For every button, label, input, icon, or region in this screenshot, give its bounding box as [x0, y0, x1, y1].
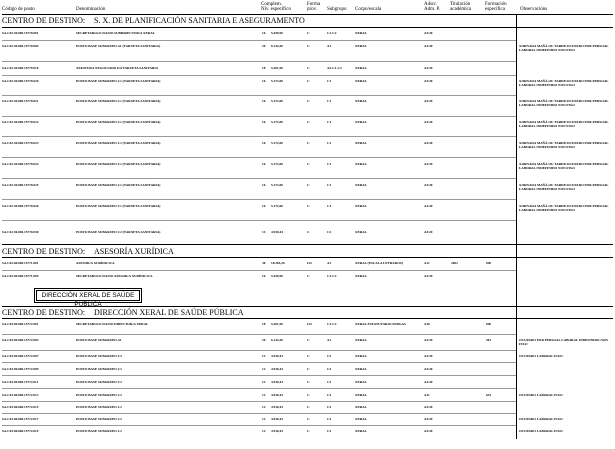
- cell-nivel: 12: [262, 405, 266, 409]
- cell-denominacion: ASESOR/A XURÍDICO/A: [76, 261, 115, 265]
- cell-denominacion: POSTO BASE SUBGRUPO C2 (TARXETA SANITARIA): [76, 230, 161, 234]
- cell-subgrupo: C1: [327, 183, 332, 187]
- header-observacions: Observacións: [520, 7, 548, 12]
- cell-nivel: 16: [262, 99, 266, 103]
- cell-observacions: XORNADA MAÑÁ OU TARDE/OCUPADO POR PERSOAL LABORAL INDEFINIDO NON FIXO: [519, 44, 609, 52]
- cell-corpo: XERAL: [355, 274, 367, 278]
- cell-corpo: XERAL: [355, 204, 367, 208]
- section-rule: [2, 318, 613, 319]
- cell-observacions: XORNADA MAÑÁ OU TARDE/OCUPADO POR PERSOAL LABORAL INDEFINIDO NON FIXO: [519, 79, 609, 87]
- cell-denominacion: POSTO BASE SUBGRUPO C1 (TARXETA SANITARIA): [76, 204, 161, 208]
- cell-forma: C: [307, 230, 310, 234]
- header-adscr-2: Adm. P.: [424, 7, 440, 12]
- cell-observacions: XORNADA MAÑÁ OU TARDE/OCUPADO POR PERSOAL LABORAL INDEFINIDO NON FIXO: [519, 141, 609, 149]
- cell-titulacion: 2002: [451, 261, 458, 265]
- cell-formacion: 641: [486, 393, 492, 397]
- cell-corpo: XERAL: [355, 31, 367, 35]
- cell-denominacion: POSTO BASE SUBGRUPO C1 (TARXETA SANITARIA): [76, 99, 161, 103]
- table-row: [0, 183, 615, 203]
- cell-adscr: A3/20: [424, 120, 433, 124]
- header-codigo: Código de posto: [2, 7, 35, 12]
- cell-forma: LD: [307, 322, 312, 326]
- cell-subgrupo: A1: [327, 338, 332, 342]
- cell-denominacion: POSTO BASE SUBGRUPO C2: [76, 405, 122, 409]
- cell-subgrupo: C1: [327, 162, 332, 166]
- row-separator: [2, 362, 516, 363]
- cell-codigo: SA.C02.50.000.15770.001: [2, 31, 39, 35]
- table-row: [0, 120, 615, 140]
- cell-subgrupo: C1-C2: [327, 274, 337, 278]
- cell-forma: C: [307, 31, 310, 35]
- cell-subgrupo: C1: [327, 204, 332, 208]
- cell-codigo: SA.C02.50.000.15770.025: [2, 183, 39, 187]
- cell-observacions: XORNADA MAÑÁ OU TARDE/OCUPADO POR PERSOAL LABORAL INDEFINIDO NON FIXO: [519, 162, 609, 170]
- cell-corpo: XERAL: [355, 66, 367, 70]
- row-separator: [2, 334, 516, 335]
- header-rule: [2, 14, 613, 15]
- cell-especifico: 5.301,90: [271, 66, 283, 70]
- cell-nivel: 16: [262, 141, 266, 145]
- cell-observacions: OCUPADO LABORAL FIXO: [519, 354, 563, 358]
- cell-codigo: SA.C03.00.000.15772.015: [2, 405, 39, 409]
- cell-nivel: 12: [262, 354, 266, 358]
- cell-forma: C: [307, 274, 310, 278]
- cell-forma: C: [307, 429, 310, 433]
- cell-especifico: 6.144,30: [271, 44, 283, 48]
- cell-codigo: SA.C03.00.000.15772.011: [2, 380, 39, 384]
- row-separator: [2, 401, 516, 402]
- cell-corpo: XERAL: [355, 393, 367, 397]
- cell-subgrupo: C2: [327, 367, 332, 371]
- cell-especifico: 4.930,44: [271, 417, 283, 421]
- cell-adscr: A3/20: [424, 405, 433, 409]
- cell-adscr: A3/20: [424, 417, 433, 421]
- cell-adscr: A3/20: [424, 141, 433, 145]
- cell-denominacion: SECRETARIA/O DA/DO SUBDIRECTOR/A XERAL: [76, 31, 155, 35]
- cell-observacions: OCUPADO POR PERSOAL LABORAL INDEFINIDO NON FIXO: [519, 338, 608, 346]
- cell-adscr: A3/20: [424, 354, 433, 358]
- cell-codigo: SA.C02.60.000.15771.005: [2, 274, 39, 278]
- cell-denominacion: POSTO BASE SUBGRUPO C1 (TARXETA SANITARIA): [76, 120, 161, 124]
- row-separator: [2, 270, 516, 271]
- cell-corpo: XERAL: [355, 380, 367, 384]
- cell-observacions: OCUPADO LABORAL FIXO: [519, 393, 563, 397]
- cell-especifico: 4.930,44: [271, 405, 283, 409]
- cell-corpo: XERAL: [355, 230, 367, 234]
- cell-observacions: XORNADA MAÑÁ OU TARDE/OCUPADO POR PERSOAL LABORAL INDEFINIDO NON FIXO: [519, 99, 609, 107]
- row-separator: [2, 61, 516, 62]
- cell-denominacion: XEFATURA NEGOCIADO DA TARXETA SANITARIA: [76, 66, 159, 70]
- cell-denominacion: POSTO BASE SUBGRUPO C2: [76, 380, 122, 384]
- cell-nivel: 16: [262, 274, 266, 278]
- cell-adscr: A3/20: [424, 31, 433, 35]
- centro-destino-asesoria: [2, 247, 174, 256]
- cell-subgrupo: C2: [327, 380, 332, 384]
- cell-forma: C: [307, 162, 310, 166]
- cell-corpo: XERAL: [355, 354, 367, 358]
- cell-observacions: XORNADA MAÑÁ OU TARDE/OCUPADO POR PERSOAL LABORAL INDEFINIDO NON FIXO: [519, 183, 609, 191]
- row-separator: [2, 199, 516, 200]
- cell-denominacion: POSTO BASE SUBGRUPO C1 (TARXETA SANITARIA): [76, 141, 161, 145]
- cell-especifico: 5.172,00: [271, 204, 283, 208]
- cell-forma: C: [307, 44, 310, 48]
- cell-forma: C: [307, 79, 310, 83]
- cell-forma: C: [307, 417, 310, 421]
- centro-label: CENTRO DE DESTINO:: [2, 247, 86, 256]
- header-formacion-2: específica: [485, 7, 505, 12]
- cell-nivel: 12: [262, 367, 266, 371]
- row-separator: [2, 388, 516, 389]
- header-nivel-2: Nív. específico: [261, 7, 291, 12]
- cell-observacions: XORNADA MAÑÁ OU TARDE/OCUPADO POR PERSOAL LABORAL INDEFINIDO NON FIXO: [519, 204, 609, 212]
- row-separator: [2, 350, 516, 351]
- cell-codigo: SA.C02.50.000.15770.010: [2, 66, 39, 70]
- row-separator: [2, 413, 516, 414]
- cell-corpo: XERAL: [355, 79, 367, 83]
- cell-nivel: 16: [262, 183, 266, 187]
- cell-nivel: 12: [262, 393, 266, 397]
- cell-adscr: A3/20: [424, 79, 433, 83]
- cell-especifico: 5.450,90: [271, 31, 283, 35]
- cell-adscr: A11: [424, 261, 430, 265]
- cell-adscr: A16: [424, 322, 430, 326]
- centro-label: CENTRO DE DESTINO:: [2, 308, 86, 317]
- cell-forma: C: [307, 183, 310, 187]
- cell-especifico: 6.144,30: [271, 338, 283, 342]
- cell-codigo: SA.C02.50.000.15770.026: [2, 204, 39, 208]
- cell-forma: C: [307, 393, 310, 397]
- cell-forma: LD: [307, 261, 312, 265]
- row-separator: [2, 116, 516, 117]
- cell-denominacion: POSTO BASE SUBGRUPO C1 (TARXETA SANITARIA): [76, 79, 161, 83]
- cell-codigo: SA.C02.50.000.15770.023: [2, 141, 39, 145]
- cell-corpo: XERAL: [355, 141, 367, 145]
- cell-corpo: XERAL: [355, 99, 367, 103]
- cell-observacions: OCUPADO LABORAL FIXO: [519, 429, 563, 433]
- cell-forma: C: [307, 367, 310, 371]
- cell-codigo: SA.C03.00.000.15772.001: [2, 322, 39, 326]
- cell-adscr: A3/20: [424, 230, 433, 234]
- cell-nivel: 18: [262, 322, 266, 326]
- cell-subgrupo: A2-C1-C2: [327, 66, 342, 70]
- cell-subgrupo: C1-C2: [327, 322, 337, 326]
- cell-codigo: SA.C02.50.000.15770.021: [2, 99, 39, 103]
- cell-adscr: A3/20: [424, 162, 433, 166]
- cell-forma: C: [307, 405, 310, 409]
- cell-especifico: 4.930,44: [271, 429, 283, 433]
- cell-codigo: SA.C03.00.000.15772.019: [2, 429, 39, 433]
- cell-especifico: 4.930,44: [271, 354, 283, 358]
- section-rule: [2, 306, 613, 307]
- header-formacion-1: Formación: [485, 2, 507, 7]
- cell-adscr: A3/20: [424, 99, 433, 103]
- centro-destino-planificacion: [2, 16, 305, 25]
- cell-formacion: 040: [486, 261, 492, 265]
- row-separator: [2, 220, 516, 221]
- cell-subgrupo: C2: [327, 393, 332, 397]
- cell-adscr: A3/20: [424, 66, 433, 70]
- cell-subgrupo: C2: [327, 417, 332, 421]
- cell-codigo: SA.C02.50.000.15770.020: [2, 79, 39, 83]
- cell-codigo: SA.C02.50.000.15770.024: [2, 162, 39, 166]
- direccion-heading-box: DIRECCIÓN XERAL DE SAÚDE PÚBLICA: [36, 290, 140, 301]
- cell-subgrupo: C1-C2: [327, 31, 337, 35]
- cell-forma: C: [307, 66, 310, 70]
- table-row: [0, 429, 615, 449]
- cell-adscr: A3/20: [424, 44, 433, 48]
- cell-forma: C: [307, 354, 310, 358]
- cell-nivel: 20: [262, 338, 266, 342]
- header-forma-2: prov.: [307, 7, 318, 12]
- cell-corpo: XERAL: [355, 417, 367, 421]
- cell-corpo: XERAL (ESCALA LETRADOS): [355, 261, 403, 265]
- row-separator: [2, 75, 516, 76]
- cell-forma: C: [307, 120, 310, 124]
- cell-nivel: 16: [262, 162, 266, 166]
- cell-adscr: A3/20: [424, 429, 433, 433]
- cell-especifico: 4.930,44: [271, 367, 283, 371]
- cell-subgrupo: A1: [327, 44, 332, 48]
- cell-nivel: 16: [262, 31, 266, 35]
- cell-adscr: A3/20: [424, 183, 433, 187]
- cell-especifico: 4.930,44: [271, 393, 283, 397]
- centro-name: DIRECCIÓN XERAL DE SAÚDE PÚBLICA: [94, 308, 244, 317]
- row-separator: [2, 178, 516, 179]
- cell-especifico: 5.172,00: [271, 99, 283, 103]
- cell-nivel: 16: [262, 120, 266, 124]
- cell-codigo: SA.C03.00.000.15772.013: [2, 393, 39, 397]
- cell-subgrupo: C2: [327, 354, 332, 358]
- cell-nivel: 16: [262, 204, 266, 208]
- cell-nivel: 30: [262, 261, 266, 265]
- cell-nivel: 14: [262, 230, 266, 234]
- cell-corpo: XERAL: [355, 338, 367, 342]
- cell-denominacion: POSTO BASE SUBGRUPO C2: [76, 393, 122, 397]
- cell-especifico: 4.930,44: [271, 230, 283, 234]
- cell-codigo: SA.C02.50.000.15770.005: [2, 44, 39, 48]
- cell-denominacion: POSTO BASE SUBGRUPO C2: [76, 367, 122, 371]
- cell-corpo: XERAL ESTATUTARIO SERGAS: [355, 322, 406, 326]
- cell-especifico: 4.930,44: [271, 380, 283, 384]
- cell-corpo: XERAL: [355, 44, 367, 48]
- cell-forma: C: [307, 99, 310, 103]
- cell-subgrupo: C2: [327, 230, 332, 234]
- cell-subgrupo: C1: [327, 79, 332, 83]
- cell-denominacion: POSTO BASE SUBGRUPO C2: [76, 417, 122, 421]
- cell-adscr: A11: [424, 393, 430, 397]
- cell-corpo: XERAL: [355, 183, 367, 187]
- header-subgrupo: Subgrupo: [327, 7, 347, 12]
- header-corpo: Corpo/escala: [355, 7, 382, 12]
- section-rule: [2, 27, 613, 28]
- cell-corpo: XERAL: [355, 162, 367, 166]
- cell-nivel: 12: [262, 417, 266, 421]
- cell-adscr: A3/20: [424, 338, 433, 342]
- cell-adscr: A3/20: [424, 204, 433, 208]
- header-denominacion: Denominación: [76, 7, 106, 12]
- cell-denominacion: POSTO BASE SUBGRUPO C1 (TARXETA SANITARIA): [76, 162, 161, 166]
- cell-especifico: 5.301,90: [271, 322, 283, 326]
- cell-forma: C: [307, 204, 310, 208]
- cell-nivel: 16: [262, 79, 266, 83]
- cell-forma: C: [307, 380, 310, 384]
- centro-name: ASESORÍA XURÍDICA: [94, 247, 174, 256]
- cell-denominacion: POSTO BASE SUBGRUPO C2: [76, 429, 122, 433]
- cell-corpo: XERAL: [355, 405, 367, 409]
- cell-subgrupo: C2: [327, 429, 332, 433]
- section-rule: [2, 244, 613, 245]
- cell-especifico: 5.172,00: [271, 141, 283, 145]
- cell-codigo: SA.C03.00.000.15772.009: [2, 367, 39, 371]
- cell-denominacion: SECRETARIA/O DA/DO ASESOR/A XURÍDICO/A: [76, 274, 153, 278]
- cell-subgrupo: C1: [327, 141, 332, 145]
- table-row: [0, 162, 615, 182]
- centro-destino-saude-publica: [2, 308, 243, 317]
- cell-formacion: 501: [486, 338, 492, 342]
- cell-codigo: SA.C02.50.000.15770.022: [2, 120, 39, 124]
- cell-nivel: 12: [262, 429, 266, 433]
- row-separator: [2, 425, 516, 426]
- cell-denominacion: POSTO BASE SUBGRUPO C1 (TARXETA SANITARIA): [76, 183, 161, 187]
- cell-subgrupo: C1: [327, 99, 332, 103]
- header-titulacion: Titulación académica: [450, 2, 472, 12]
- cell-nivel: 12: [262, 380, 266, 384]
- row-separator: [2, 375, 516, 376]
- header-nivel-1: Complem.: [261, 2, 282, 7]
- cell-corpo: XERAL: [355, 120, 367, 124]
- table-row: [0, 79, 615, 99]
- cell-adscr: A3/20: [424, 274, 433, 278]
- cell-codigo: SA.C03.00.000.15772.007: [2, 354, 39, 358]
- cell-subgrupo: C2: [327, 405, 332, 409]
- cell-formacion: 040: [486, 322, 492, 326]
- cell-codigo: SA.C03.00.000.15772.017: [2, 417, 39, 421]
- cell-codigo: SA.C02.60.000.15771.001: [2, 261, 39, 265]
- header-forma-1: Forma: [307, 2, 321, 7]
- row-separator: [2, 40, 516, 41]
- cell-forma: C: [307, 338, 310, 342]
- cell-especifico: 5.172,00: [271, 183, 283, 187]
- cell-especifico: 18.265,26: [271, 261, 285, 265]
- cell-especifico: 5.172,00: [271, 120, 283, 124]
- cell-codigo: SA.C02.50.000.15770.030: [2, 230, 39, 234]
- cell-denominacion: POSTO BASE SUBGRUPO C2: [76, 354, 122, 358]
- cell-subgrupo: A1: [327, 261, 332, 265]
- cell-observacions: XORNADA MAÑÁ OU TARDE/OCUPADO POR PERSOAL LABORAL INDEFINIDO NON FIXO: [519, 120, 609, 128]
- cell-denominacion: POSTO BASE SUBGRUPO A1 (TARXETA SANITARIA): [76, 44, 161, 48]
- cell-especifico: 5.172,00: [271, 79, 283, 83]
- header-adscr-1: Adscr.: [424, 2, 437, 7]
- cell-denominacion: SECRETARIA/O DA/DO DIRECTOR/A XERAL: [76, 322, 149, 326]
- cell-adscr: A3/20: [424, 380, 433, 384]
- row-separator: [2, 95, 516, 96]
- centro-name: S. X. DE PLANIFICACIÓN SANITARIA E ASEGURAMENTO: [94, 16, 305, 25]
- cell-especifico: 5.450,90: [271, 274, 283, 278]
- table-row: [0, 141, 615, 161]
- cell-observacions: OCUPADO LABORAL FIXO: [519, 417, 563, 421]
- row-separator: [2, 157, 516, 158]
- cell-subgrupo: C1: [327, 120, 332, 124]
- cell-corpo: XERAL: [355, 429, 367, 433]
- cell-codigo: SA.C03.00.000.15772.004: [2, 338, 39, 342]
- table-row: [0, 204, 615, 224]
- cell-forma: C: [307, 141, 310, 145]
- centro-label: CENTRO DE DESTINO:: [2, 16, 86, 25]
- cell-corpo: XERAL: [355, 367, 367, 371]
- cell-especifico: 5.172,00: [271, 162, 283, 166]
- cell-nivel: 20: [262, 44, 266, 48]
- cell-adscr: A3/20: [424, 367, 433, 371]
- section-rule: [2, 257, 613, 258]
- cell-denominacion: POSTO BASE SUBGRUPO A1: [76, 338, 122, 342]
- cell-nivel: 18: [262, 66, 266, 70]
- row-separator: [2, 136, 516, 137]
